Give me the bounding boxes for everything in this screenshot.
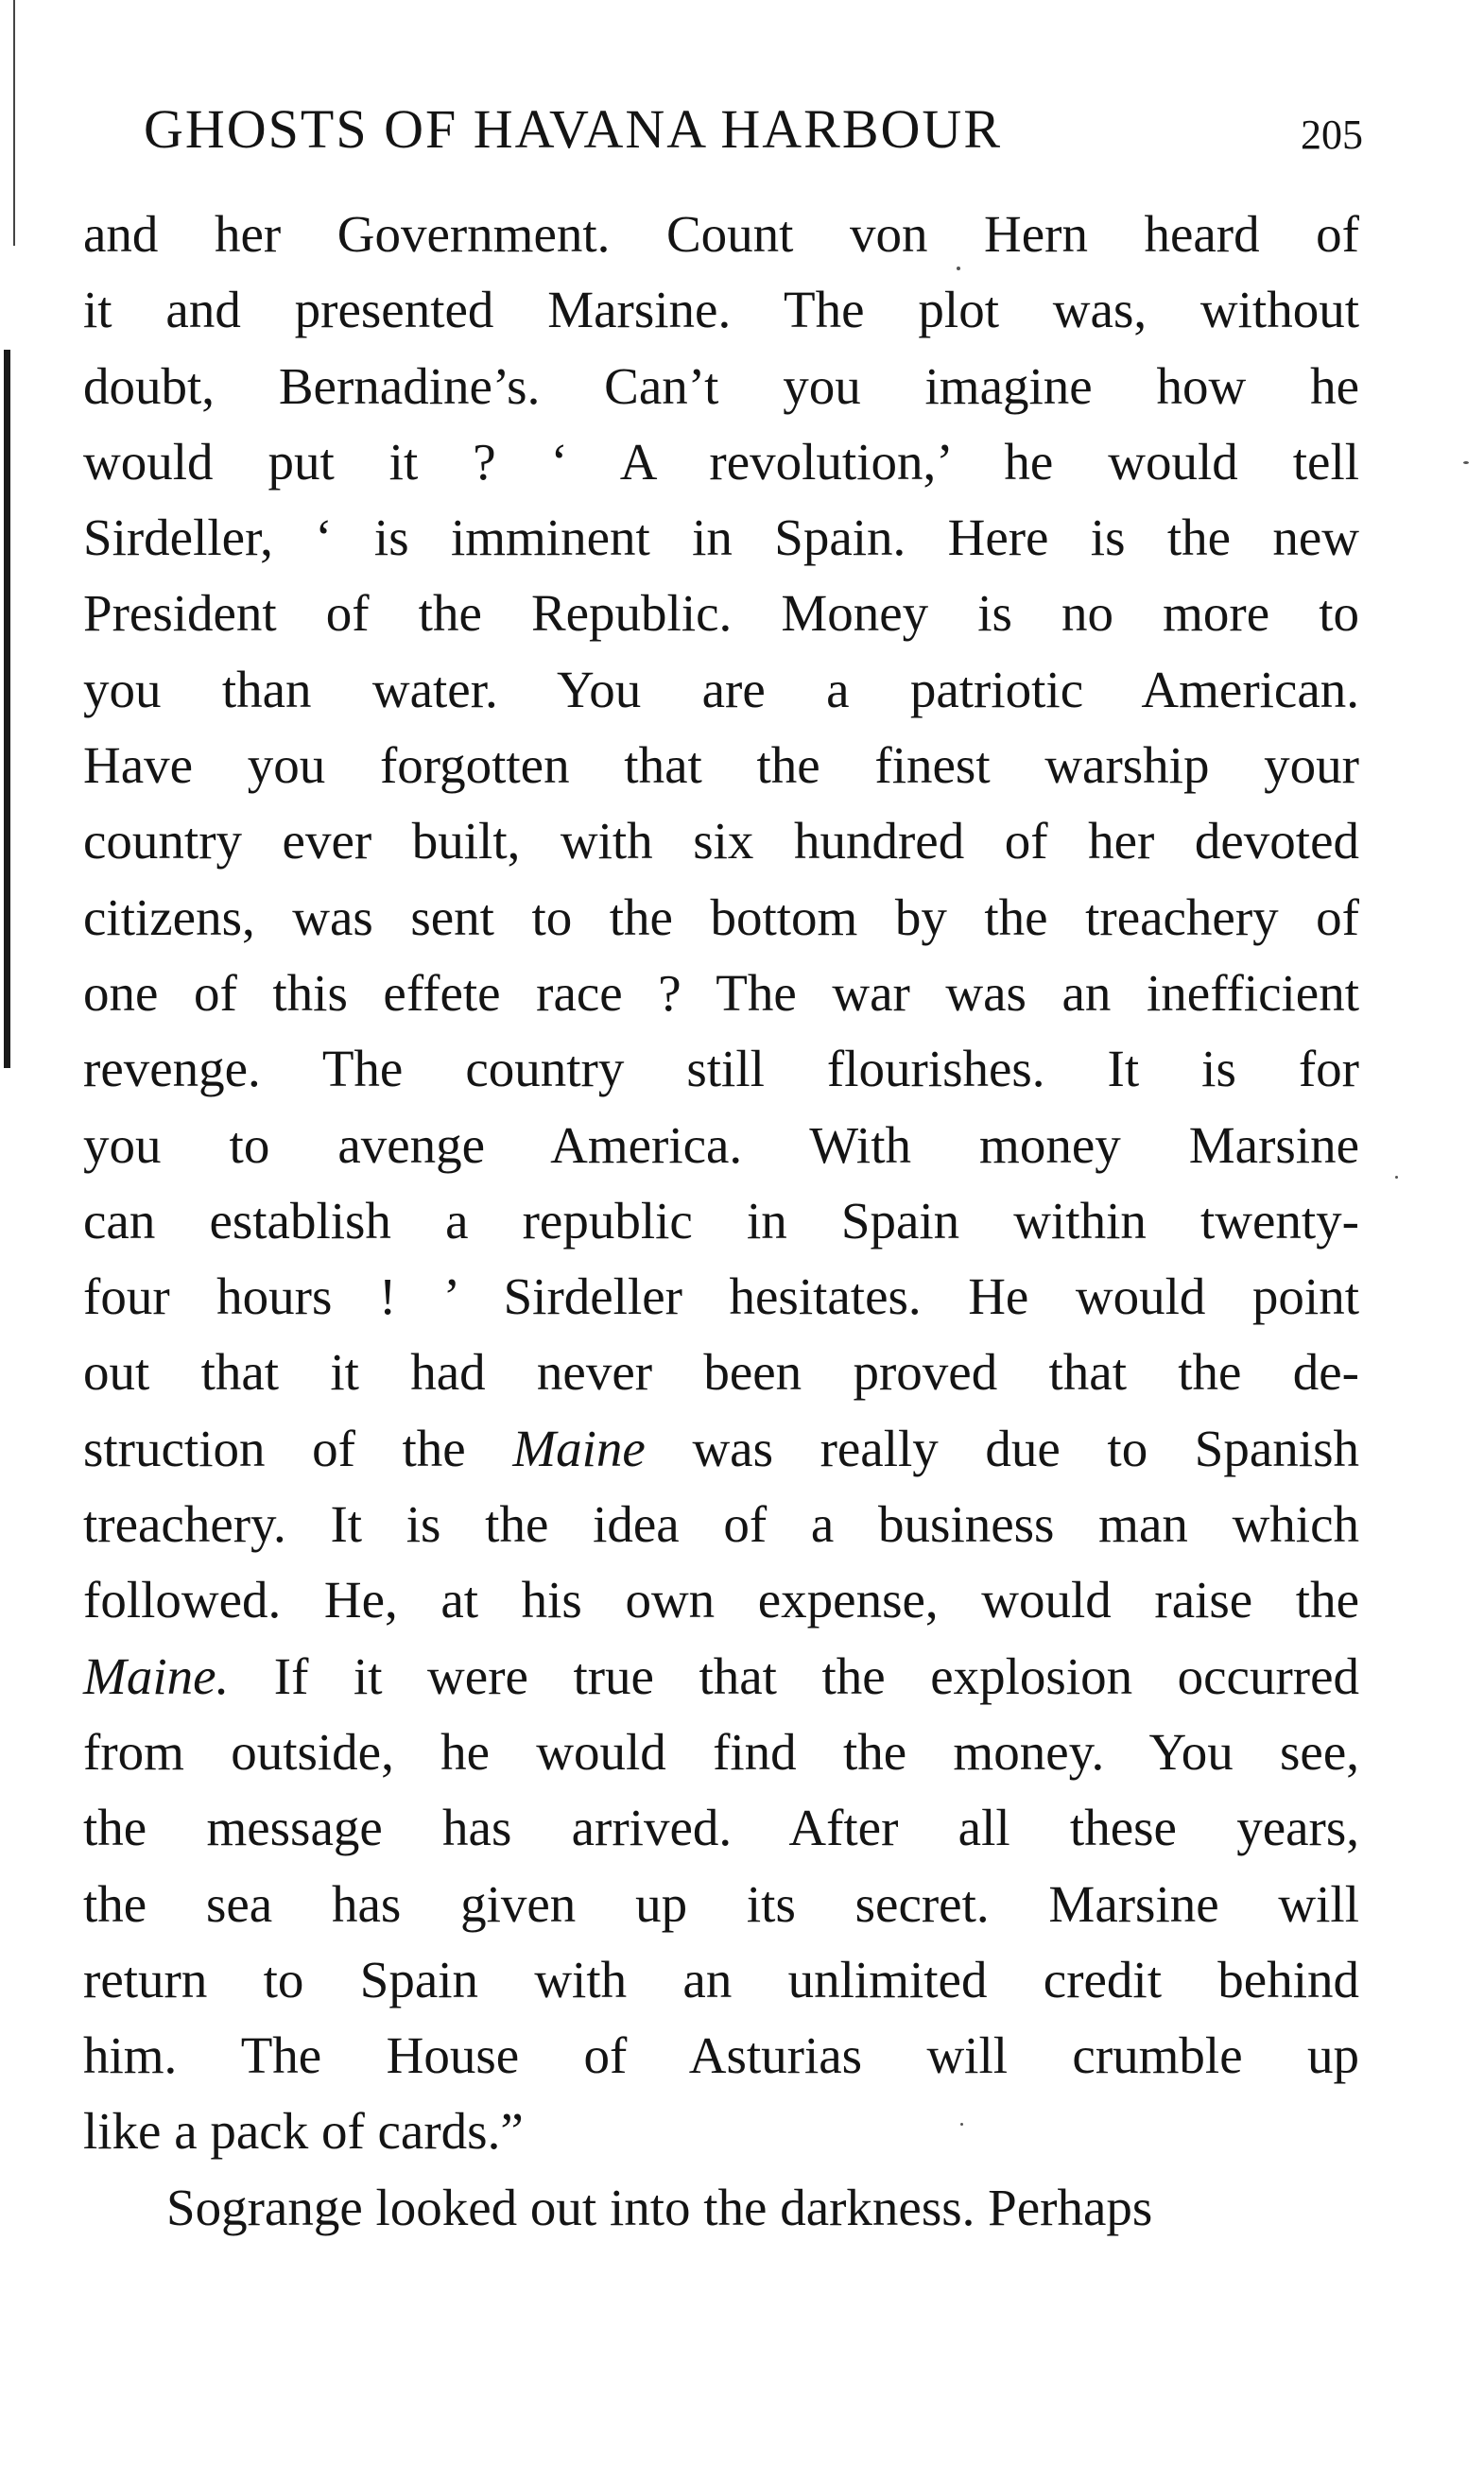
text-line: treachery. It is the idea of a business man which [83,1495,1359,1554]
text-line: Have you forgotten that the finest warship your [83,736,1359,795]
text-line: followed. He, at his own expense, would raise the [83,1571,1359,1629]
running-head: GHOSTS OF HAVANA HARBOUR [144,98,1003,160]
text-line: four hours ! ’ Sirdeller hesitates. He would point [83,1267,1359,1326]
text-line: it and presented Marsine. The plot was, without [83,281,1359,339]
text-line: from outside, he would find the money. You see, [83,1722,1359,1781]
text-line: citizens, was sent to the bottom by the treachery of [83,888,1359,946]
text-segment: was really due to Spanish [645,1419,1359,1477]
text-line: the message has arrived. After all these years, [83,1799,1359,1857]
text-line: him. The House of Asturias will crumble up [83,2026,1359,2085]
body-text [83,197,1359,2246]
text-line: you than water. You are a patriotic American. [83,660,1359,718]
text-line: the sea has given up its secret. Marsine will [83,1874,1359,1933]
text-line: revenge. The country still flourishes. It is for [83,1040,1359,1098]
text-line: can establish a republic in Spain within twenty- [83,1191,1359,1250]
text-segment: If it were true that the explosion occurred [229,1646,1359,1705]
scan-speck [960,2123,963,2126]
text-line: and her Government. Count von Hern heard of [83,205,1359,263]
text-line: would put it ? ‘ A revolution,’ he would tell [83,432,1359,491]
scan-speck [1463,461,1469,464]
scan-speck [1395,1176,1398,1179]
text-line: Sirdeller, ‘ is imminent in Spain. Here is the new [83,509,1359,567]
text-line: you to avenge America. With money Marsine [83,1115,1359,1174]
text-line: return to Spain with an unlimited credit behind [83,1950,1359,2008]
paragraph-start-line: Sogrange looked out into the darkness. Perhaps [166,2178,1153,2236]
page-number: 205 [1301,112,1363,158]
text-line: one of this effete race ? The war was an inefficient [83,963,1359,1022]
text-segment: struction of the [83,1419,513,1477]
text-line: President of the Republic. Money is no more to [83,584,1359,643]
ship-name-italic: Maine [512,1419,646,1477]
page-header [144,87,1363,172]
text-line: like a pack of cards.” [83,2102,524,2161]
scan-gutter-bar [4,350,10,1068]
ship-name-italic: Maine. [83,1646,230,1705]
scan-gutter-mark [13,0,15,246]
text-line: out that it had never been proved that the de- [83,1343,1359,1402]
text-line-with-italic [83,1639,1359,1715]
scan-speck [957,267,960,270]
text-line-with-italic [83,1411,1359,1487]
text-line: country ever built, with six hundred of her devoted [83,812,1359,871]
text-line: doubt, Bernadine’s. Can’t you imagine how he [83,356,1359,415]
